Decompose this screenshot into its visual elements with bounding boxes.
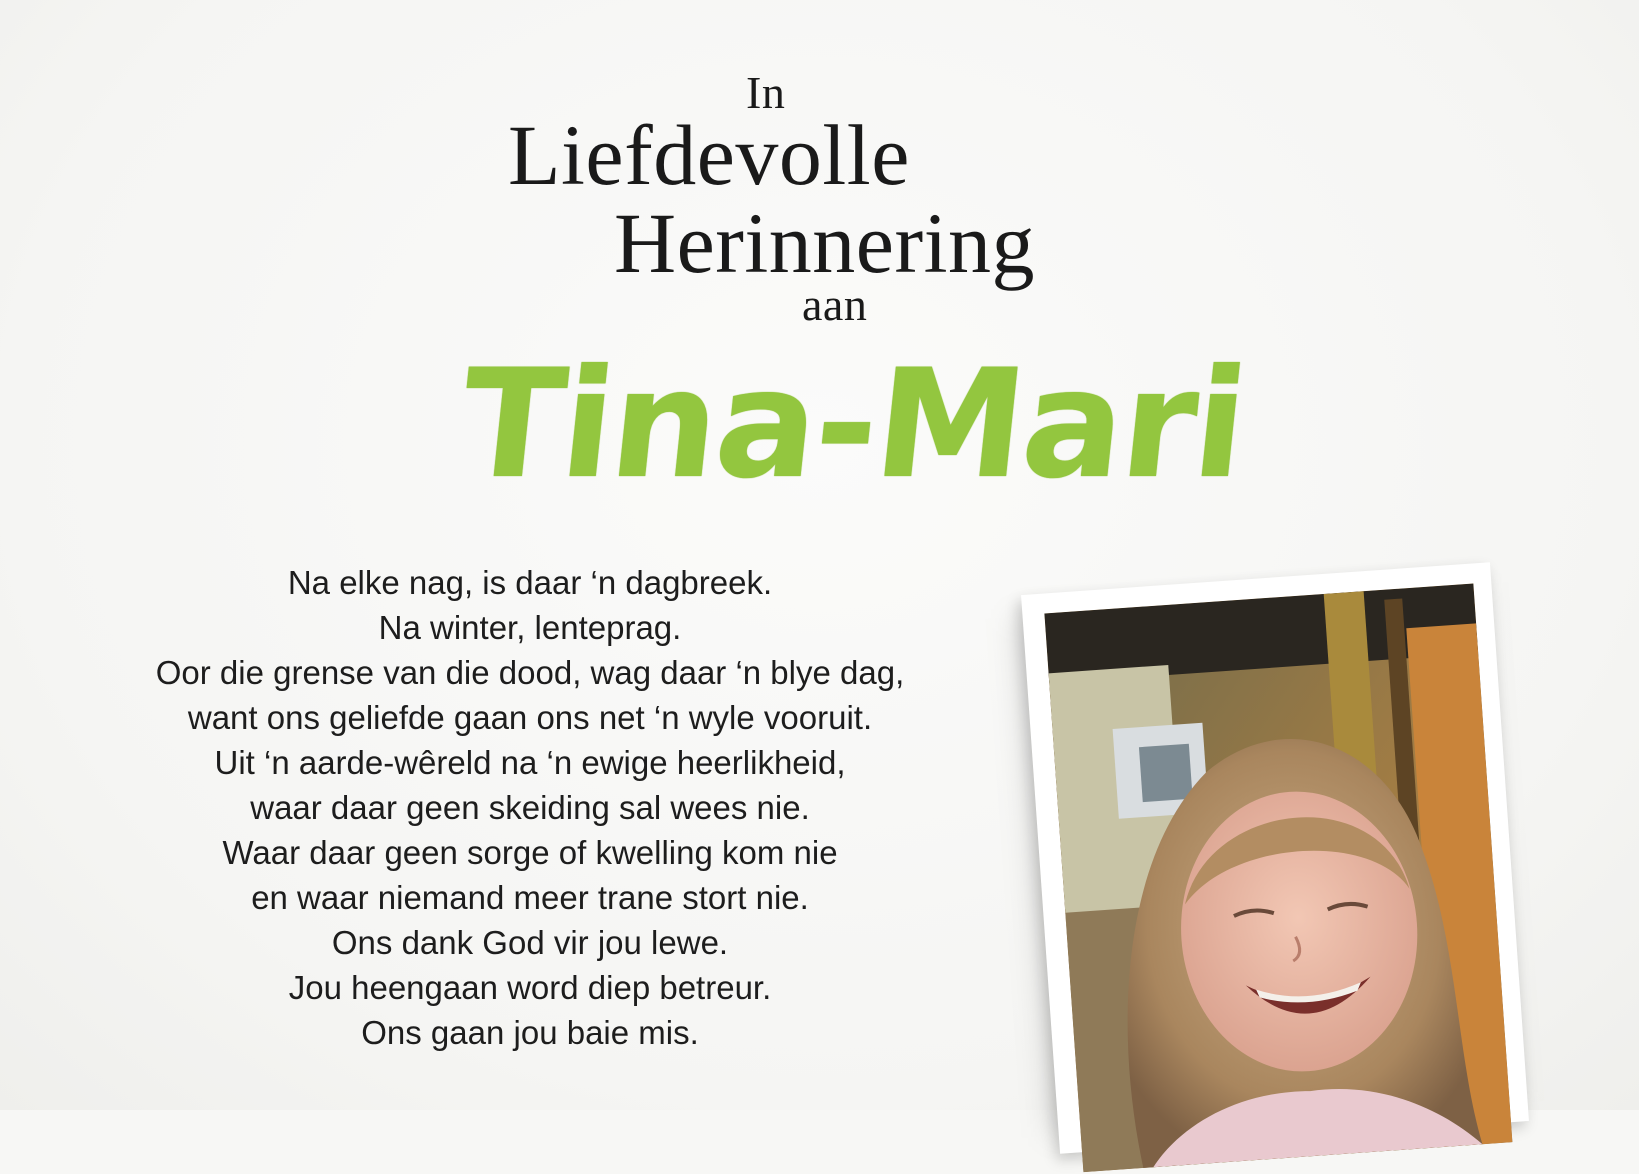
poem-line: waar daar geen skeiding sal wees nie. (250, 789, 810, 826)
heading-herinnering: Herinnering (614, 195, 1036, 291)
heading-in: In (746, 67, 786, 118)
poem-line: Ons dank God vir jou lewe. (331, 924, 729, 961)
child-portrait-photo (1044, 583, 1512, 1172)
poem-line: Na elke nag, is daar ‘n dagbreek. (287, 564, 773, 601)
poem-line: Oor die grense van die dood, wag daar ‘n blye dag, (155, 654, 905, 691)
poem-line: Na winter, lenteprag. (378, 609, 682, 646)
poem-line: want ons geliefde gaan ons net ‘n wyle vooruit. (187, 699, 873, 736)
heading-aan: aan (802, 279, 868, 330)
photo-frame (1021, 562, 1529, 1153)
deceased-name: Tina-Mari (452, 338, 1254, 512)
poem-line: Jou heengaan word diep betreur. (288, 969, 772, 1006)
poem-line: Waar daar geen sorge of kwelling kom nie (222, 834, 838, 871)
poem-line: en waar niemand meer trane stort nie. (251, 879, 809, 916)
poem-line: Uit ‘n aarde-wêreld na ‘n ewige heerlikheid, (214, 744, 846, 781)
poem (60, 560, 1000, 1055)
poem-line: Ons gaan jou baie mis. (361, 1014, 699, 1051)
heading-liefdevolle: Liefdevolle (508, 107, 910, 203)
